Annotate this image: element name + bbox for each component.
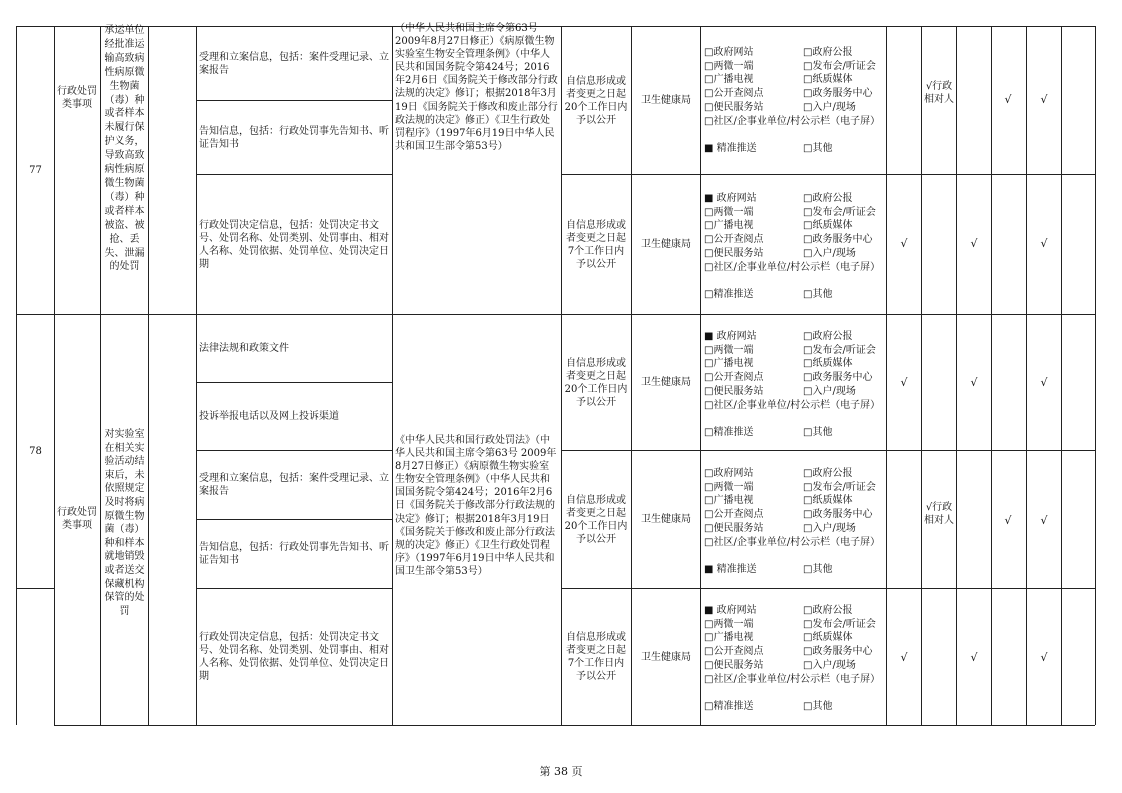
tick-mark: √ bbox=[970, 651, 978, 664]
basis-cell bbox=[395, 22, 559, 153]
table-bottom-border bbox=[54, 725, 1095, 726]
channel-option: □两微一端 bbox=[704, 60, 754, 72]
matter-text: 承运单位经批准运输高致病性病原微生物菌（毒）种或者样本未履行保护义务，导致高致病性病原微生物菌（毒）种或者样本被盗、被抢、丢失、泄漏的处罚 bbox=[104, 25, 145, 273]
channel-option: □政务服务中心 bbox=[803, 646, 873, 658]
channel-option: □其他 bbox=[803, 563, 833, 575]
subject-cell bbox=[632, 451, 700, 588]
channel-option: □广播电视 bbox=[704, 358, 754, 370]
grid-line bbox=[1026, 26, 1027, 725]
basis-text: （中华人民共和国主席令第63号 2009年8月27日修正）《病原微生物实验室生物安全管理条例》（中华人民共和国国务院令第424号；2016年2月6日《国务院关于修改部分行政法规的决定》修订；根据2018年3月19日《国务院关于修改和废止部分行政法规的决定》修正）《卫生行政处罚程序》（1997年6月19日中华人民共和国卫生部令第53号） bbox=[395, 23, 558, 152]
channel-option: □公开查阅点 bbox=[704, 234, 764, 246]
category-cell bbox=[56, 450, 98, 588]
content-cell bbox=[199, 101, 389, 174]
grid-line bbox=[54, 26, 55, 725]
subject-cell bbox=[632, 315, 700, 450]
time-limit-text: 自信息形成或者变更之日起20个工作日内予以公开 bbox=[564, 494, 628, 545]
grid-line bbox=[956, 26, 957, 725]
time-limit-cell bbox=[563, 451, 629, 588]
channel-option: □广播电视 bbox=[704, 632, 754, 644]
subject-cell bbox=[632, 589, 700, 725]
content-cell bbox=[199, 315, 389, 382]
time-limit-text: 自信息形成或者变更之日起20个工作日内予以公开 bbox=[564, 75, 628, 126]
row-number bbox=[17, 315, 54, 588]
channel-option: □入户/现场 bbox=[803, 247, 856, 259]
content-text: 告知信息，包括：行政处罚事先告知书、听证告知书 bbox=[199, 125, 389, 150]
content-text: 受理和立案信息，包括：案件受理记录、立案报告 bbox=[199, 473, 389, 497]
channel-option: □公开查阅点 bbox=[704, 509, 764, 521]
target-text: √行政相对人 bbox=[924, 81, 954, 105]
channel-option: □发布会/听证会 bbox=[803, 344, 876, 356]
grid-line bbox=[921, 26, 922, 725]
grid-line bbox=[1061, 26, 1062, 725]
tick-mark: √ bbox=[1040, 93, 1048, 106]
channel-option: □社区/企事业单位/村公示栏（电子屏） bbox=[704, 115, 881, 127]
channel-option: □政府网站 bbox=[704, 468, 754, 479]
channel-option: □其他 bbox=[803, 700, 833, 712]
tick-mark: √ bbox=[1004, 514, 1012, 527]
matter-cell bbox=[102, 428, 147, 618]
channel-option: □广播电视 bbox=[704, 74, 754, 86]
channel-option: □政府公报 bbox=[803, 331, 853, 342]
tick-mark: √ bbox=[900, 376, 908, 389]
subject-cell bbox=[632, 175, 700, 314]
channel-option: □社区/企事业单位/村公示栏（电子屏） bbox=[704, 536, 881, 548]
channel-option: □政府公报 bbox=[803, 605, 853, 616]
channel-option: □政府网站 bbox=[704, 47, 754, 58]
channel-option: □便民服务站 bbox=[704, 385, 764, 397]
content-cell bbox=[199, 520, 389, 588]
channel-option: □公开查阅点 bbox=[704, 646, 764, 658]
channel-option: □纸质媒体 bbox=[803, 495, 853, 507]
tick-mark: √ bbox=[1040, 651, 1048, 664]
channel-option: □精准推送 bbox=[704, 426, 754, 438]
channel-option: □发布会/听证会 bbox=[803, 60, 876, 72]
subject-text: 卫生健康局 bbox=[641, 239, 691, 250]
channel-option: □政务服务中心 bbox=[803, 509, 873, 521]
channel-option: ■ 政府网站 bbox=[704, 605, 757, 616]
channel-option: □政府公报 bbox=[803, 193, 853, 204]
channel-option: □广播电视 bbox=[704, 495, 754, 507]
content-cell bbox=[199, 175, 389, 314]
channel-option: □纸质媒体 bbox=[803, 358, 853, 370]
channel-option: □其他 bbox=[803, 288, 833, 300]
time-limit-text: 自信息形成或者变更之日起7个工作日内予以公开 bbox=[566, 632, 626, 682]
channel-option: □政务服务中心 bbox=[803, 372, 873, 384]
category-text: 行政处罚类事项 bbox=[57, 86, 97, 110]
channel-option: □纸质媒体 bbox=[803, 220, 853, 232]
content-cell bbox=[199, 589, 389, 725]
channel-option: ■ 政府网站 bbox=[704, 193, 757, 204]
tick-mark: √ bbox=[970, 237, 978, 250]
channel-option: □公开查阅点 bbox=[704, 88, 764, 100]
content-cell bbox=[199, 383, 389, 450]
row-number-text: 77 bbox=[29, 165, 42, 176]
tick-mark: √ bbox=[970, 376, 978, 389]
grid-line bbox=[561, 26, 562, 725]
content-text: 投诉举报电话以及网上投诉渠道 bbox=[199, 411, 339, 422]
channel-option: □入户/现场 bbox=[803, 385, 856, 397]
channel-option: □政务服务中心 bbox=[803, 234, 873, 246]
channel-option: □公开查阅点 bbox=[704, 372, 764, 384]
channel-option: □其他 bbox=[803, 142, 833, 154]
channel-option: □便民服务站 bbox=[704, 101, 764, 113]
time-limit-cell bbox=[563, 589, 629, 725]
channel-option: □精准推送 bbox=[704, 700, 754, 712]
time-limit-text: 自信息形成或者变更之日起7个工作日内予以公开 bbox=[566, 219, 626, 270]
channel-option: □入户/现场 bbox=[803, 101, 856, 113]
subject-text: 卫生健康局 bbox=[641, 514, 691, 525]
channel-option: □广播电视 bbox=[704, 220, 754, 232]
grid-line bbox=[16, 588, 54, 589]
channel-option: □两微一端 bbox=[704, 206, 754, 218]
channel-option: □入户/现场 bbox=[803, 522, 856, 534]
channel-option: ■ 精准推送 bbox=[704, 142, 757, 154]
channel-option: □精准推送 bbox=[704, 288, 754, 300]
grid-line bbox=[148, 26, 149, 725]
basis-cell bbox=[395, 434, 559, 578]
content-text: 告知信息，包括：行政处罚事先告知书、听证告知书 bbox=[199, 542, 389, 566]
channel-option: □两微一端 bbox=[704, 344, 754, 356]
time-limit-cell bbox=[563, 27, 629, 174]
channel-option: ■ 政府网站 bbox=[704, 331, 757, 342]
channel-option: □社区/企事业单位/村公示栏（电子屏） bbox=[704, 673, 881, 685]
content-text: 法律法规和政策文件 bbox=[199, 343, 289, 354]
channel-option: □发布会/听证会 bbox=[803, 618, 876, 630]
channel-option: □发布会/听证会 bbox=[803, 481, 876, 493]
channel-option: □政府公报 bbox=[803, 468, 853, 479]
channel-option: □社区/企事业单位/村公示栏（电子屏） bbox=[704, 399, 881, 411]
channel-option: □纸质媒体 bbox=[803, 632, 853, 644]
target-cell bbox=[923, 80, 955, 106]
tick-mark: √ bbox=[900, 651, 908, 664]
tick-mark: √ bbox=[1040, 514, 1048, 527]
target-text: √行政相对人 bbox=[924, 502, 954, 526]
basis-text: 《中华人民共和国行政处罚法》（中华人民共和国主席令第63号 2009年8月27日修正）《病原微生物实验室生物安全管理条例》（中华人民共和国国务院令第424号；2016年2月6日《国务院关于修改部分行政法规的决定》修订；根据2018年3月19日《国务院关于修改和废止部分行政法规的决定》修正）《卫生行政处罚程序》（1997年6月19日中华人民共和国卫生部令第53号） bbox=[395, 435, 557, 577]
tick-mark: √ bbox=[1040, 237, 1048, 250]
channel-option: □其他 bbox=[803, 426, 833, 438]
content-cell bbox=[199, 27, 389, 100]
subject-text: 卫生健康局 bbox=[641, 95, 691, 106]
channel-option: □社区/企事业单位/村公示栏（电子屏） bbox=[704, 261, 881, 273]
content-text: 行政处罚决定信息，包括：处罚决定书文号、处罚名称、处罚类别、处罚事由、相对人名称、处罚依据、处罚单位、处罚决定日期 bbox=[199, 632, 389, 682]
channel-option: □入户/现场 bbox=[803, 659, 856, 671]
channel-option: □政府公报 bbox=[803, 47, 853, 58]
channel-option: □便民服务站 bbox=[704, 247, 764, 259]
channel-option: □政务服务中心 bbox=[803, 88, 873, 100]
channel-option: □两微一端 bbox=[704, 481, 754, 493]
category-text: 行政处罚类事项 bbox=[57, 507, 97, 531]
category-cell bbox=[56, 27, 98, 169]
time-limit-cell bbox=[563, 175, 629, 314]
subject-cell bbox=[632, 27, 700, 174]
grid-line bbox=[886, 26, 887, 725]
matter-cell bbox=[102, 24, 147, 274]
channel-option: □纸质媒体 bbox=[803, 74, 853, 86]
channel-option: □便民服务站 bbox=[704, 659, 764, 671]
grid-line bbox=[991, 26, 992, 725]
target-cell bbox=[923, 501, 955, 527]
tick-mark: √ bbox=[900, 237, 908, 250]
channel-option: □便民服务站 bbox=[704, 522, 764, 534]
row-divider bbox=[16, 314, 1095, 315]
content-cell bbox=[199, 451, 389, 519]
grid-line bbox=[700, 26, 701, 725]
channel-option: ■ 精准推送 bbox=[704, 563, 757, 575]
channel-option: □两微一端 bbox=[704, 618, 754, 630]
subject-text: 卫生健康局 bbox=[641, 651, 691, 663]
matter-text: 对实验室在相关实验活动结束后，未依照规定及时将病原微生物菌（毒）种和样本就地销毁或者送交保藏机构保管的处罚 bbox=[104, 429, 145, 617]
channel-option: □发布会/听证会 bbox=[803, 206, 876, 218]
tick-mark: √ bbox=[1004, 93, 1012, 106]
row-number-text: 78 bbox=[29, 446, 42, 457]
grid-line bbox=[100, 26, 101, 725]
subject-text: 卫生健康局 bbox=[641, 377, 691, 388]
content-text: 受理和立案信息，包括：案件受理记录、立案报告 bbox=[199, 51, 389, 76]
page-number: 第 38 页 bbox=[539, 765, 583, 778]
grid-line bbox=[392, 26, 393, 725]
time-limit-text: 自信息形成或者变更之日起20个工作日内予以公开 bbox=[564, 357, 628, 408]
grid-line bbox=[196, 26, 197, 725]
tick-mark: √ bbox=[1040, 376, 1048, 389]
content-text: 行政处罚决定信息，包括：处罚决定书文号、处罚名称、处罚类别、处罚事由、相对人名称、处罚依据、处罚单位、处罚决定日期 bbox=[199, 219, 389, 270]
row-number bbox=[17, 27, 54, 314]
grid-line bbox=[1095, 26, 1096, 725]
time-limit-cell bbox=[563, 315, 629, 450]
